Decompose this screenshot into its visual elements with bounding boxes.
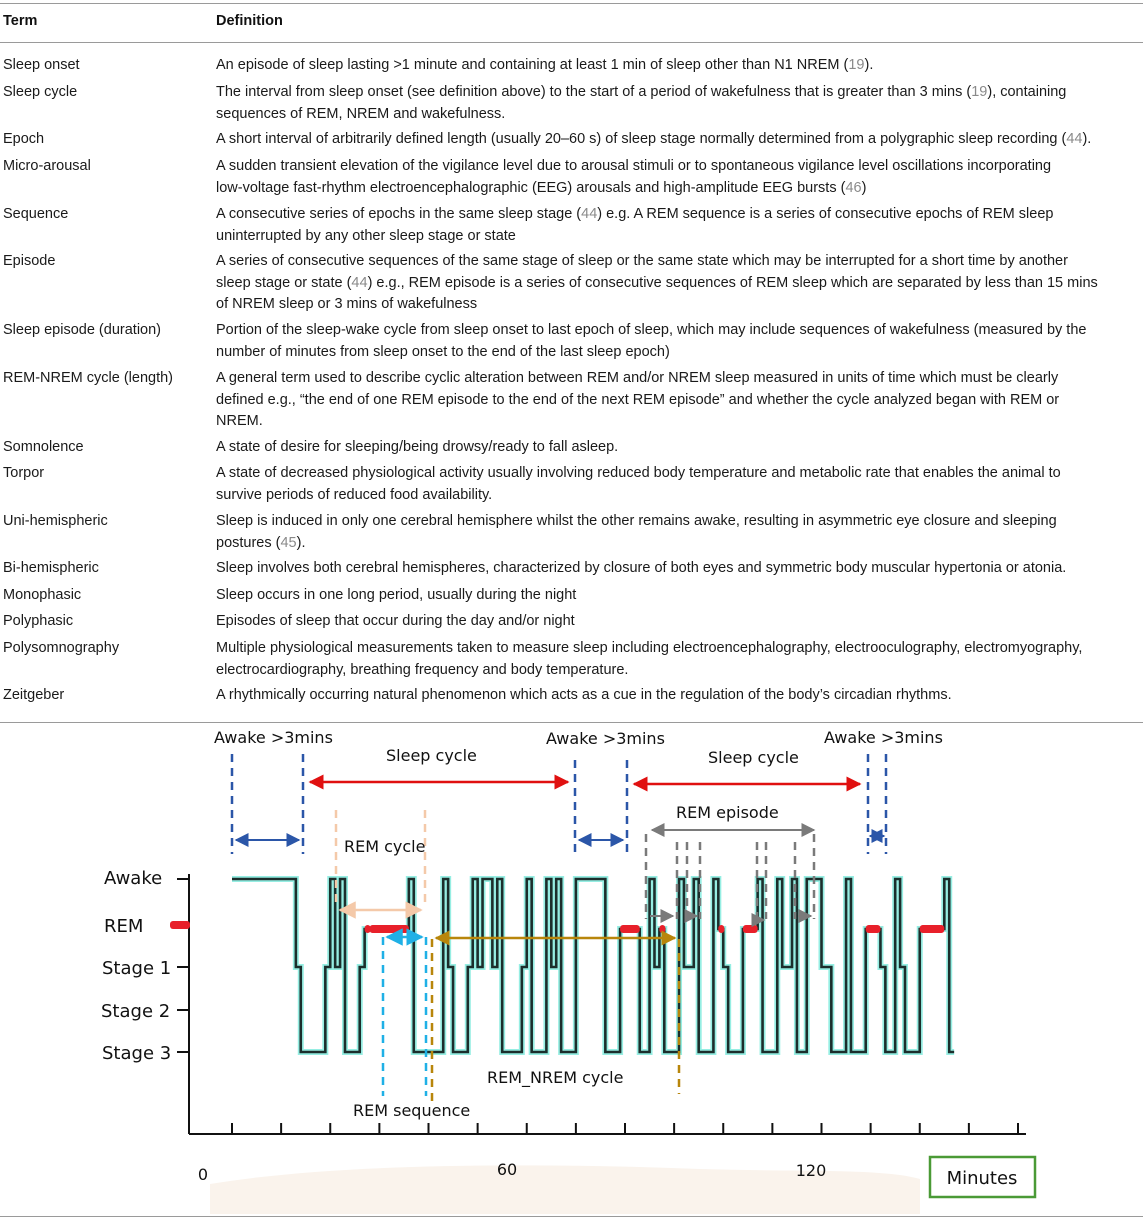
definition-text: A rhythmically occurring natural phenomenon which acts as a cue in the regulation of the body’s circadian rhythms. [216,687,952,703]
rem-legend-bar [170,921,190,929]
awake-markers [232,754,886,854]
table-top-rule [0,3,1143,4]
reference-citation[interactable]: 19 [971,84,988,100]
rem-period-bar [866,925,881,933]
rem-period-bar [370,925,409,933]
term-cell: Somnolence [3,439,84,455]
term-cell: Torpor [3,465,45,481]
definition-text: Sleep occurs in one long period, usually during the night [216,587,577,603]
reference-citation[interactable]: 44 [351,274,368,291]
definition-text: ) e.g. A REM sequence is a series of consecutive epochs of REM sleep [597,206,1054,222]
definition-text: NREM. [216,413,263,429]
definition-text: ). [296,534,306,551]
definition-text: ) [861,179,867,196]
definition-text: defined e.g., “the end of one REM episode to the end of the next REM episode” and whether the cycle analyzed began with REM or [216,391,1060,408]
stage-label-stage-2: Stage 2 [101,1001,171,1022]
definition-text: uninterrupted by any other sleep stage or state [216,227,516,244]
term-cell: Polysomnography [3,640,120,656]
definition-text: of NREM sleep or 3 mins of wakefulness [216,296,478,312]
term-cell: Monophasic [3,587,82,603]
definition-text: A general term used to describe cyclic alteration between REM and/or NREM sleep measured in units of time which must be clearly [216,370,1059,386]
term-cell: Sleep episode (duration) [3,322,161,338]
definition-column-header: Definition [216,13,283,29]
definition-cell [216,685,1136,707]
term-cell: Sequence [3,206,69,222]
hypnogram-trace [232,879,954,1052]
rem-episode-label: REM episode [676,803,779,822]
term-cell: Polyphasic [3,613,74,629]
definition-text: Multiple physiological measurements taken to measure sleep including electroencephalography, electrooculography, electromyography, [216,640,1083,656]
awake-label-2: Awake >3mins [546,729,665,748]
term-cell: Uni-hemispheric [3,513,108,529]
definition-cell [216,558,1136,580]
rem-period-bar [620,925,640,933]
awake-label-1: Awake >3mins [214,728,333,747]
stage-label-awake: Awake [104,868,163,889]
definition-text: sleep stage or state ( [216,274,352,291]
reference-citation[interactable]: 19 [848,57,865,73]
rem-period-bar [920,925,945,933]
definition-text: Sleep is induced in only one cerebral hemisphere whilst the other remains awake, resulting in asymmetric eye closure and sleeping [216,513,1057,529]
stage-label-stage-3: Stage 3 [102,1043,172,1064]
definition-text: sequences of REM, NREM and wakefulness. [216,105,506,122]
rem-nrem-cycle-label: REM_NREM cycle [487,1068,624,1087]
rem-cycle-label: REM cycle [344,837,426,856]
definition-text: Sleep involves both cerebral hemispheres, characterized by closure of both eyes and symmetric body muscular hypertonia or atonia. [216,560,1067,576]
x-tick-label-0: 0 [197,1165,209,1184]
table-header-rule [0,42,1143,43]
rem-sequence-label: REM sequence [353,1101,471,1120]
term-cell: Bi-hemispheric [3,560,99,576]
definition-text: Episodes of sleep that occur during the day and/or night [216,613,575,629]
term-cell: Zeitgeber [3,687,65,703]
rem-period-bar [718,925,724,933]
definition-cell [216,585,1136,607]
definition-cell [216,611,1136,633]
definition-cell [216,437,1136,459]
rem-period-bar [743,925,758,933]
definition-text: A state of desire for sleeping/being drowsy/ready to fall asleep. [216,439,619,455]
definition-text: number of minutes from sleep onset to the end of the last sleep epoch) [216,343,670,360]
definition-cell [216,82,1136,125]
x-axis-ticks [232,1123,1018,1134]
term-cell: Micro-arousal [3,158,91,174]
term-cell: REM-NREM cycle (length) [3,370,173,386]
definition-text: Portion of the sleep-wake cycle from sleep onset to last epoch of sleep, which may include sequences of wakefulness (measured by the [216,322,1087,338]
definition-cell [216,463,1136,506]
hypnogram-figure [0,724,1143,1214]
definition-text: An episode of sleep lasting >1 minute and containing at least 1 min of sleep other than N1 NREM ( [216,57,849,73]
definition-text: A series of consecutive sequences of the same stage of sleep or the same state which may be interrupted for a short time by another [216,253,1068,269]
sleep-cycle-label-2: Sleep cycle [708,748,799,767]
definition-cell [216,55,1136,77]
term-cell: Episode [3,253,56,269]
stage-label-stage-1: Stage 1 [102,958,172,979]
definition-text: electrocardiography, breathing frequency and body temperature. [216,661,629,678]
definition-text: A short interval of arbitrarily defined length (usually 20–60 s) of sleep stage normally determined from a polygraphic sleep recording ( [216,131,1067,147]
definition-text: A consecutive series of epochs in the same sleep stage ( [216,206,582,222]
definition-cell [216,511,1136,554]
stage-label-rem: REM [104,916,144,937]
definition-cell [216,251,1136,316]
reference-citation[interactable]: 46 [845,179,862,196]
definition-text: The interval from sleep onset (see definition above) to the start of a period of wakefulness that is greater than 3 mins ( [216,84,972,100]
reference-citation[interactable]: 44 [581,206,598,222]
definition-text: ) e.g., REM episode is a series of consecutive sequences of REM sleep which are separated by less than 15 mins [367,274,1098,291]
definition-text: postures ( [216,534,281,551]
x-tick-label-60: 60 [496,1160,518,1179]
definition-cell [216,320,1136,363]
figure-bottom-rule [0,1216,1143,1217]
x-tick-label-120: 120 [795,1161,827,1180]
definition-text: A state of decreased physiological activity usually involving reduced body temperature and metabolic rate that enables the animal to [216,465,1061,481]
definition-cell [216,638,1136,681]
sleep-cycle-label-1: Sleep cycle [386,746,477,765]
term-cell: Sleep cycle [3,84,78,100]
definition-cell [216,129,1136,151]
term-cell: Epoch [3,131,45,147]
awake-label-3: Awake >3mins [824,728,943,747]
definition-text: A sudden transient elevation of the vigilance level due to arousal stimuli or to spontaneous vigilance level oscillations incorporating [216,158,1052,174]
rem-episode-markers [646,834,814,920]
definition-text: low-voltage fast-rhythm electroencephalographic (EEG) arousals and high-amplitude EEG bursts ( [216,179,846,196]
table-bottom-rule [0,722,1143,723]
definition-text: ). [1082,131,1092,147]
definition-cell [216,204,1136,247]
rem-period-bar [659,925,665,933]
reference-citation[interactable]: 44 [1066,131,1083,147]
hypnogram-trace-line [232,879,954,1052]
term-cell: Sleep onset [3,57,80,73]
x-axis-unit-label: Minutes [946,1168,1018,1189]
definition-text: survive periods of reduced food availability. [216,486,493,503]
definition-text: ), containing [987,84,1067,100]
reference-citation[interactable]: 45 [280,534,297,551]
term-column-header: Term [3,13,38,29]
definition-cell [216,368,1136,433]
definition-text: ). [864,57,874,73]
definition-cell [216,156,1136,199]
